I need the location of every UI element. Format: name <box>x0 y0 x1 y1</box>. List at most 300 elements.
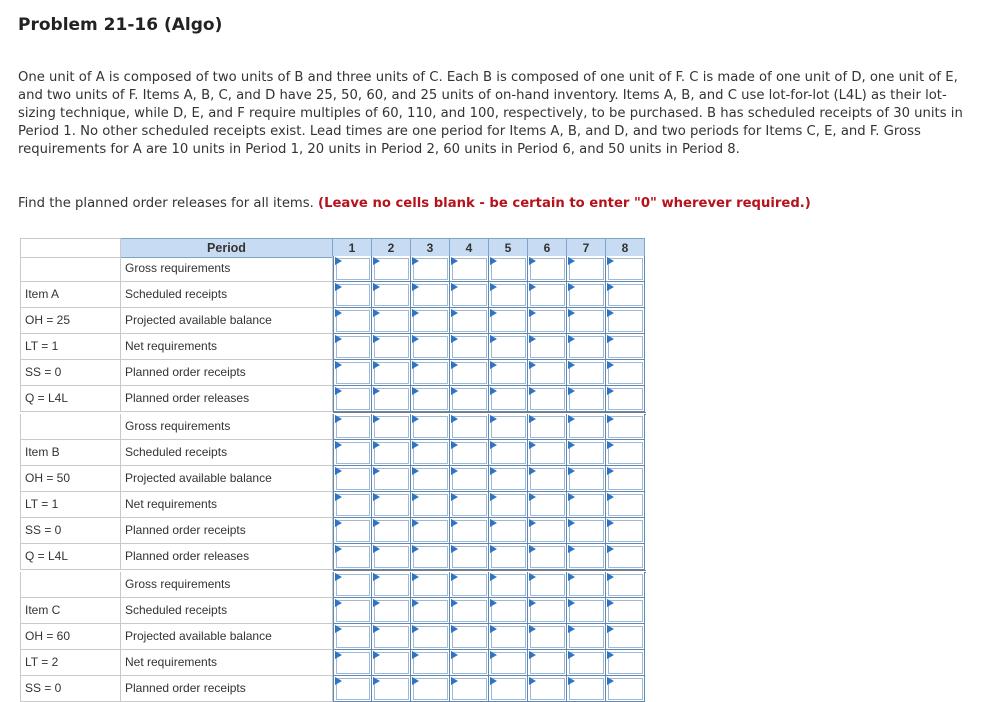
item-a-input-cell[interactable] <box>489 282 528 308</box>
answer-input[interactable] <box>491 468 526 490</box>
item-c-input-cell[interactable] <box>333 650 372 676</box>
answer-input[interactable] <box>569 546 604 568</box>
item-b-input-cell[interactable] <box>333 518 372 544</box>
item-b-input-cell[interactable] <box>333 440 372 466</box>
answer-input[interactable] <box>491 678 526 700</box>
item-b-input-cell[interactable] <box>528 466 567 492</box>
item-c-input-cell[interactable] <box>528 624 567 650</box>
table-row <box>20 440 646 466</box>
answer-input[interactable] <box>336 626 370 648</box>
item-b-input-cell[interactable] <box>333 466 372 492</box>
answer-input[interactable] <box>608 336 643 358</box>
item-c-input-cell[interactable] <box>489 650 528 676</box>
answer-input[interactable] <box>608 362 643 384</box>
item-b-input-cell[interactable] <box>606 466 645 492</box>
answer-input[interactable] <box>413 574 448 596</box>
item-b-input-cell[interactable] <box>411 544 450 570</box>
answer-input[interactable] <box>413 388 448 410</box>
item-c-input-cell[interactable] <box>606 650 645 676</box>
item-c-input-cell[interactable] <box>606 676 645 702</box>
item-a-input-cell[interactable] <box>567 256 606 282</box>
answer-input[interactable] <box>374 626 409 648</box>
answer-input[interactable] <box>452 416 487 438</box>
table-row <box>20 334 646 360</box>
answer-input[interactable] <box>452 626 487 648</box>
answer-input[interactable] <box>336 336 370 358</box>
answer-input[interactable] <box>336 574 370 596</box>
answer-input[interactable] <box>336 678 370 700</box>
answer-input[interactable] <box>452 468 487 490</box>
item-b-input-cell[interactable] <box>528 518 567 544</box>
answer-input[interactable] <box>413 258 448 280</box>
item-b-input-cell[interactable] <box>567 544 606 570</box>
item-a-input-cell[interactable] <box>567 308 606 334</box>
answer-input[interactable] <box>608 494 643 516</box>
item-b-input-cell[interactable] <box>411 518 450 544</box>
item-c-input-cell[interactable] <box>372 650 411 676</box>
answer-input[interactable] <box>530 468 565 490</box>
item-a-input-cell[interactable] <box>528 334 567 360</box>
answer-input[interactable] <box>530 284 565 306</box>
item-c-input-cell[interactable] <box>606 624 645 650</box>
item-b-input-cell[interactable] <box>567 492 606 518</box>
row-label: Projected available balance <box>121 308 333 334</box>
item-a-input-cell[interactable] <box>567 334 606 360</box>
item-b-input-cell[interactable] <box>567 466 606 492</box>
answer-input[interactable] <box>491 442 526 464</box>
item-a-input-cell[interactable] <box>411 282 450 308</box>
item-a-input-cell[interactable] <box>606 282 645 308</box>
answer-input[interactable] <box>530 600 565 622</box>
item-b-input-cell[interactable] <box>606 440 645 466</box>
item-b-input-cell[interactable] <box>489 440 528 466</box>
item-a-input-cell[interactable] <box>489 334 528 360</box>
item-b-input-cell[interactable] <box>333 492 372 518</box>
answer-input[interactable] <box>608 258 643 280</box>
item-c-input-cell[interactable] <box>372 676 411 702</box>
answer-input[interactable] <box>413 600 448 622</box>
item-c-input-cell[interactable] <box>450 624 489 650</box>
header-period-2: 2 <box>372 238 411 258</box>
item-b-input-cell[interactable] <box>528 440 567 466</box>
answer-input[interactable] <box>608 388 643 410</box>
item-a-input-cell[interactable] <box>489 308 528 334</box>
item-b-input-cell[interactable] <box>372 414 411 440</box>
item-c-input-cell[interactable] <box>567 676 606 702</box>
item-c-input-cell[interactable] <box>528 676 567 702</box>
answer-input[interactable] <box>374 258 409 280</box>
item-a-input-cell[interactable] <box>372 256 411 282</box>
answer-input[interactable] <box>413 546 448 568</box>
item-a-input-cell[interactable] <box>372 386 411 412</box>
item-a-input-cell[interactable] <box>450 334 489 360</box>
item-b-input-cell[interactable] <box>489 466 528 492</box>
answer-input[interactable] <box>608 442 643 464</box>
item-b-input-cell[interactable] <box>528 414 567 440</box>
answer-input[interactable] <box>530 362 565 384</box>
instruction-text: Find the planned order releases for all items. <box>18 196 314 211</box>
answer-input[interactable] <box>491 416 526 438</box>
answer-input[interactable] <box>374 574 409 596</box>
item-a-input-cell[interactable] <box>528 256 567 282</box>
item-c-input-cell[interactable] <box>411 598 450 624</box>
answer-input[interactable] <box>569 652 604 674</box>
answer-input[interactable] <box>608 678 643 700</box>
item-b-input-cell[interactable] <box>411 414 450 440</box>
item-c-input-cell[interactable] <box>411 650 450 676</box>
answer-input[interactable] <box>530 626 565 648</box>
item-b-input-cell[interactable] <box>411 440 450 466</box>
answer-input[interactable] <box>608 652 643 674</box>
answer-input[interactable] <box>530 336 565 358</box>
table-row <box>20 256 646 282</box>
header-period-6: 6 <box>528 238 567 258</box>
answer-input[interactable] <box>569 574 604 596</box>
answer-input[interactable] <box>336 284 370 306</box>
answer-input[interactable] <box>608 520 643 542</box>
item-a-input-cell[interactable] <box>411 334 450 360</box>
item-a-lt-label: LT = 1 <box>20 334 121 360</box>
item-a-input-cell[interactable] <box>528 360 567 386</box>
item-a-input-cell[interactable] <box>450 360 489 386</box>
item-a-input-cell[interactable] <box>606 360 645 386</box>
answer-input[interactable] <box>491 600 526 622</box>
item-b-input-cell[interactable] <box>606 518 645 544</box>
item-b-input-cell[interactable] <box>606 414 645 440</box>
item-a-input-cell[interactable] <box>333 256 372 282</box>
item-b-input-cell[interactable] <box>411 466 450 492</box>
answer-input[interactable] <box>569 520 604 542</box>
answer-input[interactable] <box>569 468 604 490</box>
answer-input[interactable] <box>452 652 487 674</box>
answer-input[interactable] <box>530 258 565 280</box>
item-c-input-cell[interactable] <box>528 572 567 598</box>
answer-input[interactable] <box>608 468 643 490</box>
answer-input[interactable] <box>374 416 409 438</box>
table-row <box>20 414 646 440</box>
item-a-input-cell[interactable] <box>489 386 528 412</box>
answer-input[interactable] <box>374 546 409 568</box>
item-a-input-cell[interactable] <box>372 334 411 360</box>
item-c-input-cell[interactable] <box>411 676 450 702</box>
item-b-input-cell[interactable] <box>489 518 528 544</box>
item-b-input-cell[interactable] <box>372 440 411 466</box>
answer-input[interactable] <box>569 284 604 306</box>
answer-input[interactable] <box>608 600 643 622</box>
answer-input[interactable] <box>413 626 448 648</box>
answer-input[interactable] <box>336 600 370 622</box>
item-b-input-cell[interactable] <box>372 492 411 518</box>
item-b-q-label: Q = L4L <box>20 544 121 570</box>
answer-input[interactable] <box>530 442 565 464</box>
row-label: Projected available balance <box>121 466 333 492</box>
answer-input[interactable] <box>413 336 448 358</box>
answer-input[interactable] <box>413 310 448 332</box>
answer-input[interactable] <box>336 442 370 464</box>
item-c-input-cell[interactable] <box>567 624 606 650</box>
answer-input[interactable] <box>452 520 487 542</box>
row-label: Net requirements <box>121 334 333 360</box>
answer-input[interactable] <box>530 388 565 410</box>
answer-input[interactable] <box>569 416 604 438</box>
item-b-input-cell[interactable] <box>489 544 528 570</box>
item-b-input-cell[interactable] <box>450 544 489 570</box>
answer-input[interactable] <box>374 678 409 700</box>
item-c-input-cell[interactable] <box>333 624 372 650</box>
item-a-input-cell[interactable] <box>567 360 606 386</box>
answer-input[interactable] <box>336 310 370 332</box>
answer-input[interactable] <box>530 520 565 542</box>
answer-input[interactable] <box>530 416 565 438</box>
answer-input[interactable] <box>374 284 409 306</box>
item-a-input-cell[interactable] <box>567 282 606 308</box>
answer-input[interactable] <box>491 362 526 384</box>
answer-input[interactable] <box>569 310 604 332</box>
item-b-input-cell[interactable] <box>372 466 411 492</box>
answer-input[interactable] <box>452 284 487 306</box>
answer-input[interactable] <box>491 284 526 306</box>
answer-input[interactable] <box>452 546 487 568</box>
item-b-input-cell[interactable] <box>411 492 450 518</box>
answer-input[interactable] <box>608 546 643 568</box>
answer-input[interactable] <box>491 574 526 596</box>
answer-input[interactable] <box>452 442 487 464</box>
item-c-input-cell[interactable] <box>372 572 411 598</box>
item-c-input-cell[interactable] <box>372 598 411 624</box>
answer-input[interactable] <box>413 284 448 306</box>
item-b-input-cell[interactable] <box>450 440 489 466</box>
answer-input[interactable] <box>530 310 565 332</box>
item-a-input-cell[interactable] <box>411 308 450 334</box>
answer-input[interactable] <box>336 494 370 516</box>
item-b-input-cell[interactable] <box>528 544 567 570</box>
answer-input[interactable] <box>491 494 526 516</box>
item-b-ss-label: SS = 0 <box>20 518 121 544</box>
answer-input[interactable] <box>413 494 448 516</box>
item-a-input-cell[interactable] <box>372 282 411 308</box>
answer-input[interactable] <box>569 258 604 280</box>
answer-input[interactable] <box>374 362 409 384</box>
answer-input[interactable] <box>530 678 565 700</box>
item-a-input-cell[interactable] <box>450 308 489 334</box>
item-a-input-cell[interactable] <box>528 308 567 334</box>
item-b-input-cell[interactable] <box>333 414 372 440</box>
item-a-input-cell[interactable] <box>333 308 372 334</box>
table-row <box>20 518 646 544</box>
answer-input[interactable] <box>336 362 370 384</box>
item-a-input-cell[interactable] <box>489 360 528 386</box>
answer-input[interactable] <box>374 310 409 332</box>
answer-input[interactable] <box>336 520 370 542</box>
answer-input[interactable] <box>374 336 409 358</box>
answer-input[interactable] <box>530 546 565 568</box>
item-a-input-cell[interactable] <box>450 386 489 412</box>
answer-input[interactable] <box>336 388 370 410</box>
answer-input[interactable] <box>491 388 526 410</box>
item-a-input-cell[interactable] <box>450 282 489 308</box>
item-c-input-cell[interactable] <box>372 624 411 650</box>
item-b-input-cell[interactable] <box>528 492 567 518</box>
answer-input[interactable] <box>530 494 565 516</box>
item-b-input-cell[interactable] <box>489 414 528 440</box>
item-b-input-cell[interactable] <box>372 518 411 544</box>
row-label: Gross requirements <box>121 256 333 282</box>
answer-input[interactable] <box>336 258 370 280</box>
answer-input[interactable] <box>336 416 370 438</box>
item-a-input-cell[interactable] <box>372 308 411 334</box>
answer-input[interactable] <box>413 652 448 674</box>
answer-input[interactable] <box>569 600 604 622</box>
table-row <box>20 572 646 598</box>
answer-input[interactable] <box>452 336 487 358</box>
item-c-input-cell[interactable] <box>489 572 528 598</box>
item-b-input-cell[interactable] <box>489 492 528 518</box>
item-a-input-cell[interactable] <box>567 386 606 412</box>
answer-input[interactable] <box>491 626 526 648</box>
answer-input[interactable] <box>374 442 409 464</box>
item-a-input-cell[interactable] <box>606 334 645 360</box>
answer-input[interactable] <box>452 388 487 410</box>
answer-input[interactable] <box>336 546 370 568</box>
item-b-input-cell[interactable] <box>450 492 489 518</box>
answer-input[interactable] <box>374 652 409 674</box>
item-c-blank-cell <box>20 572 121 598</box>
answer-input[interactable] <box>569 336 604 358</box>
item-c-lt-label: LT = 2 <box>20 650 121 676</box>
item-c-input-cell[interactable] <box>333 598 372 624</box>
answer-input[interactable] <box>491 310 526 332</box>
answer-input[interactable] <box>413 520 448 542</box>
item-c-ss-label: SS = 0 <box>20 676 121 702</box>
row-label: Planned order receipts <box>121 518 333 544</box>
answer-input[interactable] <box>452 678 487 700</box>
item-b-input-cell[interactable] <box>567 440 606 466</box>
item-b-input-cell[interactable] <box>450 518 489 544</box>
item-a-input-cell[interactable] <box>333 386 372 412</box>
answer-input[interactable] <box>569 362 604 384</box>
item-a-input-cell[interactable] <box>606 308 645 334</box>
item-a-input-cell[interactable] <box>411 386 450 412</box>
answer-input[interactable] <box>491 336 526 358</box>
item-c-input-cell[interactable] <box>606 598 645 624</box>
answer-input[interactable] <box>413 678 448 700</box>
item-c-input-cell[interactable] <box>450 598 489 624</box>
item-a-input-cell[interactable] <box>372 360 411 386</box>
item-c-input-cell[interactable] <box>450 572 489 598</box>
item-c-input-cell[interactable] <box>489 624 528 650</box>
item-c-input-cell[interactable] <box>567 572 606 598</box>
item-b-input-cell[interactable] <box>606 544 645 570</box>
item-b-input-cell[interactable] <box>450 414 489 440</box>
item-c-input-cell[interactable] <box>528 650 567 676</box>
answer-input[interactable] <box>491 520 526 542</box>
answer-input[interactable] <box>491 258 526 280</box>
row-label: Scheduled receipts <box>121 440 333 466</box>
item-a-input-cell[interactable] <box>411 256 450 282</box>
item-c-input-cell[interactable] <box>489 598 528 624</box>
item-c-input-cell[interactable] <box>567 598 606 624</box>
item-c-input-cell[interactable] <box>333 676 372 702</box>
answer-input[interactable] <box>530 652 565 674</box>
answer-input[interactable] <box>374 600 409 622</box>
answer-input[interactable] <box>336 652 370 674</box>
answer-input[interactable] <box>336 468 370 490</box>
item-b-input-cell[interactable] <box>333 544 372 570</box>
answer-input[interactable] <box>413 468 448 490</box>
item-a-input-cell[interactable] <box>333 360 372 386</box>
answer-input[interactable] <box>569 626 604 648</box>
row-label: Net requirements <box>121 492 333 518</box>
answer-input[interactable] <box>374 520 409 542</box>
item-c-input-cell[interactable] <box>606 572 645 598</box>
item-c-input-cell[interactable] <box>411 624 450 650</box>
item-c-input-cell[interactable] <box>528 598 567 624</box>
item-c-input-cell[interactable] <box>333 572 372 598</box>
item-a-input-cell[interactable] <box>411 360 450 386</box>
row-label: Gross requirements <box>121 572 333 598</box>
header-period: Period <box>121 238 333 258</box>
answer-input[interactable] <box>452 574 487 596</box>
item-a-input-cell[interactable] <box>450 256 489 282</box>
answer-input[interactable] <box>413 362 448 384</box>
item-a-input-cell[interactable] <box>528 282 567 308</box>
item-a-input-cell[interactable] <box>333 334 372 360</box>
answer-input[interactable] <box>608 574 643 596</box>
answer-input[interactable] <box>530 574 565 596</box>
table-row <box>20 492 646 518</box>
item-c-input-cell[interactable] <box>567 650 606 676</box>
item-c-input-cell[interactable] <box>450 676 489 702</box>
answer-input[interactable] <box>569 494 604 516</box>
answer-input[interactable] <box>413 416 448 438</box>
item-a-input-cell[interactable] <box>606 256 645 282</box>
answer-input[interactable] <box>608 284 643 306</box>
item-a-input-cell[interactable] <box>606 386 645 412</box>
answer-input[interactable] <box>413 442 448 464</box>
answer-input[interactable] <box>374 388 409 410</box>
answer-input[interactable] <box>374 494 409 516</box>
item-b-input-cell[interactable] <box>606 492 645 518</box>
item-a-input-cell[interactable] <box>489 256 528 282</box>
answer-input[interactable] <box>452 310 487 332</box>
item-b-input-cell[interactable] <box>567 414 606 440</box>
answer-input[interactable] <box>452 600 487 622</box>
answer-input[interactable] <box>569 678 604 700</box>
item-c-input-cell[interactable] <box>411 572 450 598</box>
answer-input[interactable] <box>491 652 526 674</box>
item-b-input-cell[interactable] <box>450 466 489 492</box>
item-c-oh-label: OH = 60 <box>20 624 121 650</box>
answer-input[interactable] <box>374 468 409 490</box>
answer-input[interactable] <box>608 626 643 648</box>
item-b-input-cell[interactable] <box>567 518 606 544</box>
item-c-input-cell[interactable] <box>489 676 528 702</box>
answer-input[interactable] <box>569 388 604 410</box>
answer-input[interactable] <box>452 362 487 384</box>
item-a-input-cell[interactable] <box>528 386 567 412</box>
table-row <box>20 598 646 624</box>
answer-input[interactable] <box>569 442 604 464</box>
answer-input[interactable] <box>452 494 487 516</box>
item-c-input-cell[interactable] <box>450 650 489 676</box>
item-a-input-cell[interactable] <box>333 282 372 308</box>
answer-input[interactable] <box>452 258 487 280</box>
answer-input[interactable] <box>608 416 643 438</box>
answer-input[interactable] <box>491 546 526 568</box>
item-b-input-cell[interactable] <box>372 544 411 570</box>
answer-input[interactable] <box>608 310 643 332</box>
instruction <box>18 196 978 211</box>
